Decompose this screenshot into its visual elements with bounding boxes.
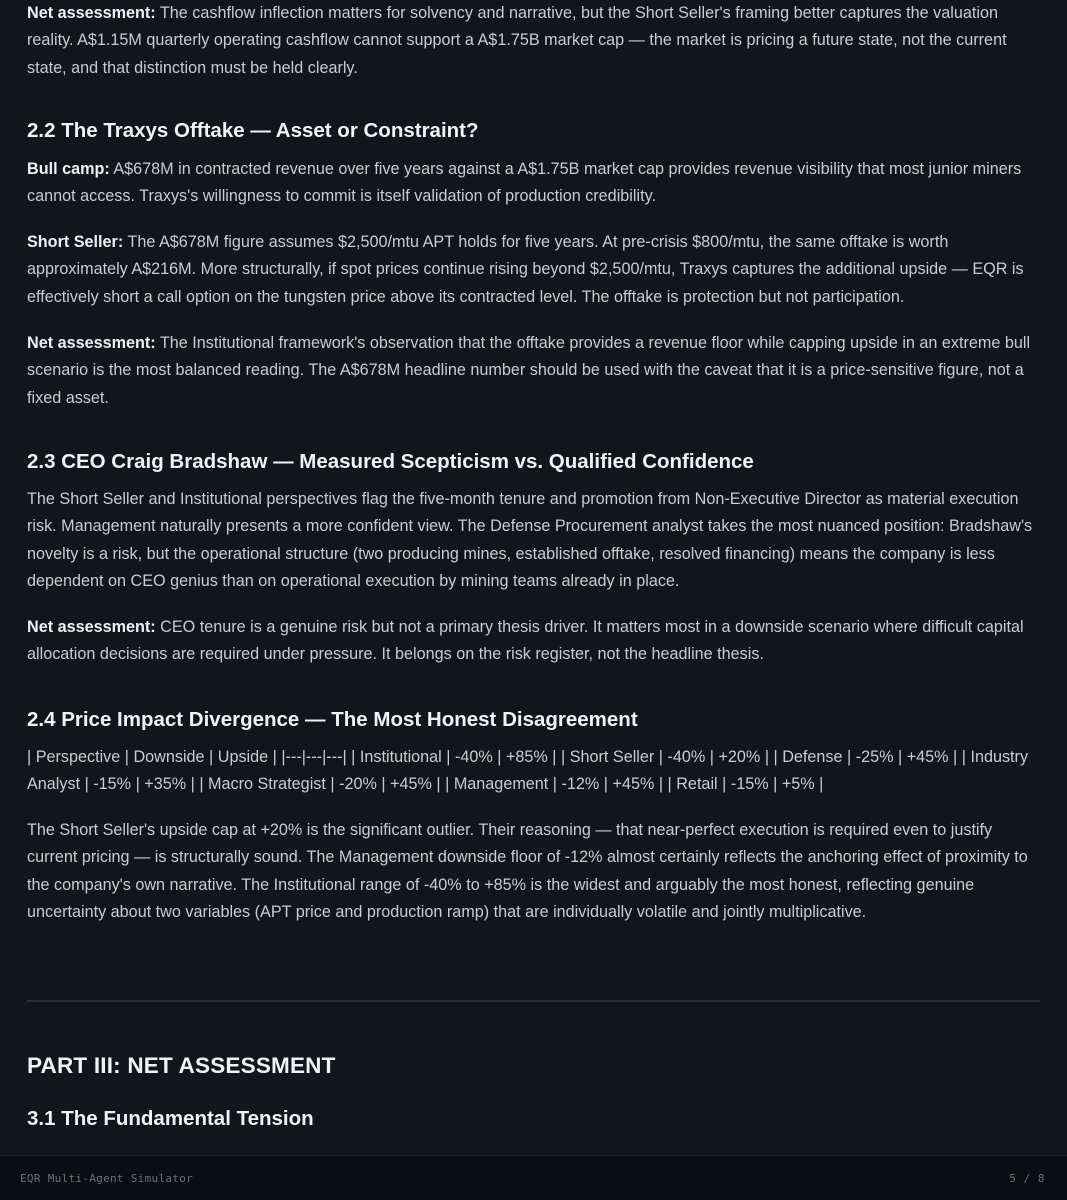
section-heading-2-3: 2.3 CEO Craig Bradshaw — Measured Scepticism vs. Qualified Confidence — [27, 450, 754, 473]
price-impact-paragraph: The Short Seller's upside cap at +20% is the significant outlier. Their reasoning — that near-perfect execution is required even to justify current pricing — is structurally sound. The Management downside floor of -12% almost certainly reflects the anchoring effect of proximity to the company's own narrative. The Institutional range of -40% to +85% is the widest and arguably the most honest, reflecting genuine uncertainty about two variables (APT price and production ramp) that are individually volatile and jointly multiplicative. — [27, 821, 1028, 921]
section-divider — [27, 1000, 1040, 1002]
bull-camp-text: A$678M in contracted revenue over five years against a A$1.75B market cap provides revenue visibility that most junior miners cannot access. Traxys's willingness to commit is itself validation of production credibility. — [27, 160, 1022, 206]
net-assessment-paragraph-2-1 — [27, 0, 1042, 82]
net-assessment-paragraph-2-2 — [27, 330, 1042, 412]
page-indicator: 5 / 8 — [1009, 1172, 1045, 1185]
net-assessment-text: The cashflow inflection matters for solvency and narrative, but the Short Seller's framing better captures the valuation reality. A$1.15M quarterly operating cashflow cannot support a A$1.75B market cap — the market is pricing a future state, not the current state, and that distinction must be held clearly. — [27, 4, 1007, 77]
footer-bar — [0, 1155, 1067, 1200]
net-assessment-text: CEO tenure is a genuine risk but not a primary thesis driver. It matters most in a downside scenario where difficult capital allocation decisions are required under pressure. It belongs on the risk register, not the headline thesis. — [27, 618, 1024, 664]
part-heading: PART III: NET ASSESSMENT — [27, 1053, 336, 1078]
section-heading-2-4: 2.4 Price Impact Divergence — The Most Honest Disagreement — [27, 708, 638, 731]
net-assessment-label: Net assessment: — [27, 334, 156, 352]
net-assessment-label: Net assessment: — [27, 618, 156, 636]
footer-app-name: EQR Multi-Agent Simulator — [20, 1172, 194, 1185]
net-assessment-text: The Institutional framework's observation that the offtake provides a revenue floor while capping upside in an extreme bull scenario is the most balanced reading. The A$678M headline number should be used with the caveat that it is a price-sensitive figure, not a fixed asset. — [27, 334, 1031, 407]
short-seller-text: The A$678M figure assumes $2,500/mtu APT holds for five years. At pre-crisis $800/mtu, the same offtake is worth approximately A$216M. More structurally, if spot prices continue rising beyond $2,500/mtu, Traxys captures the additional upside — EQR is effectively short a call option on the tungsten price above its contracted level. The offtake is protection but not participation. — [27, 233, 1024, 306]
net-assessment-label: Net assessment: — [27, 4, 156, 22]
net-assessment-paragraph-2-3 — [27, 614, 1042, 669]
short-seller-paragraph — [27, 229, 1042, 311]
bull-camp-label: Bull camp: — [27, 160, 110, 178]
document-content[interactable] — [27, 0, 1042, 1146]
short-seller-label: Short Seller: — [27, 233, 124, 251]
section-heading-2-2: 2.2 The Traxys Offtake — Asset or Constraint? — [27, 119, 479, 142]
price-impact-raw-table: | Perspective | Downside | Upside | |---|---|---| | Institutional | -40% | +85% | | Short Seller | -40% | +20% | | Defense | -25% | +45% | | Industry Analyst | -15% | +35% | | Macro Strategist | -20% | +45% | | Management | -12% | +45% | | Retail | -15% | +5% | — [27, 748, 1029, 794]
ceo-paragraph: The Short Seller and Institutional perspectives flag the five-month tenure and promotion from Non-Executive Director as material execution risk. Management naturally presents a more confident view. The Defense Procurement analyst takes the most nuanced position: Bradshaw's novelty is a risk, but the operational structure (two producing mines, established offtake, resolved financing) means the company is less dependent on CEO genius than on operational execution by mining teams already in place. — [27, 490, 1033, 590]
section-heading-3-1: 3.1 The Fundamental Tension — [27, 1107, 314, 1130]
bull-camp-paragraph — [27, 156, 1042, 211]
